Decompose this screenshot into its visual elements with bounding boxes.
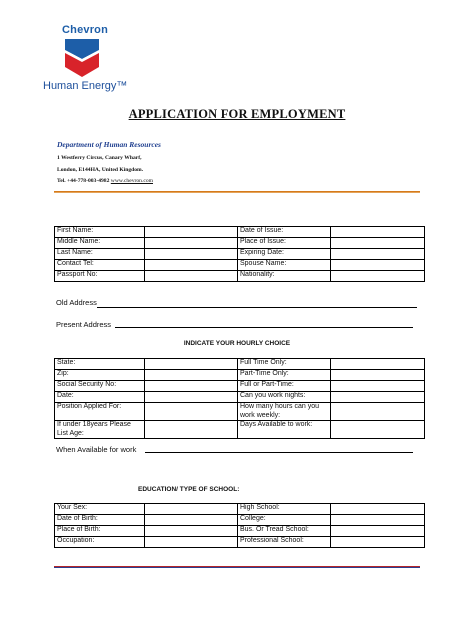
field-label: If under 18years Please List Age: [55, 421, 145, 439]
field-input-cell[interactable] [145, 537, 238, 548]
field-label: Full Time Only: [238, 359, 331, 370]
bottom-divider [54, 566, 420, 568]
contact-line [57, 178, 153, 184]
field-label: Position Applied For: [55, 403, 145, 421]
field-label: First Name: [55, 227, 145, 238]
field-input-cell[interactable] [331, 370, 425, 381]
education-table-row [55, 526, 425, 537]
old-address-label: Old Address [56, 298, 97, 307]
field-input-cell[interactable] [145, 381, 238, 392]
personal-table-row [55, 238, 425, 249]
website-link[interactable]: www.chevron.com [110, 178, 153, 184]
field-input-cell[interactable] [145, 238, 238, 249]
education-table-row [55, 537, 425, 548]
hourly-table-row [55, 392, 425, 403]
field-label: Occupation: [55, 537, 145, 548]
hourly-table-row [55, 421, 425, 439]
present-address-label: Present Address [56, 320, 112, 329]
field-label: Last Name: [55, 249, 145, 260]
chevron-emblem-icon [63, 37, 101, 79]
address-line-2: London, E144HA, United Kingdom. [57, 167, 144, 173]
hourly-table-body [55, 359, 425, 439]
field-label: Professional School: [238, 537, 331, 548]
field-label: Bus. Or Tread School: [238, 526, 331, 537]
field-label: Expiring Date: [238, 249, 331, 260]
department-name: Department of Human Resources [57, 140, 161, 149]
field-input-cell[interactable] [331, 537, 425, 548]
field-input-cell[interactable] [331, 526, 425, 537]
field-input-cell[interactable] [145, 227, 238, 238]
field-label: Place of Issue: [238, 238, 331, 249]
personal-details-table [54, 226, 425, 282]
field-input-cell[interactable] [331, 392, 425, 403]
hourly-table-row [55, 403, 425, 421]
field-label: Passport No: [55, 271, 145, 282]
hourly-table-row [55, 370, 425, 381]
field-input-cell[interactable] [145, 392, 238, 403]
education-heading: EDUCATION/ TYPE OF SCHOOL: [138, 486, 240, 493]
present-address-line[interactable] [115, 327, 413, 328]
field-input-cell[interactable] [331, 260, 425, 271]
field-label: Spouse Name: [238, 260, 331, 271]
field-input-cell[interactable] [145, 260, 238, 271]
field-label: Your Sex: [55, 504, 145, 515]
field-input-cell[interactable] [331, 359, 425, 370]
field-input-cell[interactable] [145, 403, 238, 421]
personal-table-row [55, 271, 425, 282]
field-input-cell[interactable] [331, 249, 425, 260]
personal-table-row [55, 227, 425, 238]
field-label: College: [238, 515, 331, 526]
field-input-cell[interactable] [331, 238, 425, 249]
hourly-choice-table [54, 358, 425, 439]
education-table-row [55, 504, 425, 515]
field-label: State: [55, 359, 145, 370]
education-table-row [55, 515, 425, 526]
personal-table-row [55, 249, 425, 260]
chevron-logo [43, 24, 128, 94]
hourly-table-row [55, 359, 425, 370]
education-table [54, 503, 425, 548]
field-label: Date: [55, 392, 145, 403]
field-input-cell[interactable] [331, 271, 425, 282]
field-label: Full or Part-Time: [238, 381, 331, 392]
field-input-cell[interactable] [331, 227, 425, 238]
field-input-cell[interactable] [145, 504, 238, 515]
field-label: Part-Time Only: [238, 370, 331, 381]
field-label: Nationality: [238, 271, 331, 282]
field-input-cell[interactable] [145, 526, 238, 537]
field-label: Days Available to work: [238, 421, 331, 439]
field-input-cell[interactable] [145, 515, 238, 526]
field-label: Contact Tel: [55, 260, 145, 271]
field-input-cell[interactable] [145, 370, 238, 381]
hourly-choice-heading: INDICATE YOUR HOURLY CHOICE [183, 340, 291, 347]
when-available-line[interactable] [145, 452, 413, 453]
personal-table-row [55, 260, 425, 271]
field-input-cell[interactable] [331, 403, 425, 421]
field-input-cell[interactable] [331, 504, 425, 515]
field-label: Middle Name: [55, 238, 145, 249]
when-available-label: When Available for work [56, 445, 137, 454]
address-line-1: 1 Westferry Circus, Canary Wharf, [57, 155, 142, 161]
telephone: Tel. +44-778-003-4982 [57, 178, 110, 184]
field-input-cell[interactable] [331, 421, 425, 439]
field-input-cell[interactable] [145, 271, 238, 282]
personal-table-body [55, 227, 425, 282]
field-label: Can you work nights: [238, 392, 331, 403]
education-table-body [55, 504, 425, 548]
field-input-cell[interactable] [331, 381, 425, 392]
field-label: Date of Birth: [55, 515, 145, 526]
field-input-cell[interactable] [331, 515, 425, 526]
field-label: Social Security No: [55, 381, 145, 392]
logo-brand-text: Chevron [62, 24, 109, 36]
field-label: How many hours can you work weekly: [238, 403, 331, 421]
orange-divider [54, 191, 420, 193]
field-label: Place of Birth: [55, 526, 145, 537]
logo-tagline: Human Energy™ [43, 80, 128, 92]
hourly-table-row [55, 381, 425, 392]
field-label: Date of Issue: [238, 227, 331, 238]
page-title: APPLICATION FOR EMPLOYMENT [128, 107, 346, 121]
old-address-line[interactable] [97, 307, 417, 308]
field-label: Zip: [55, 370, 145, 381]
field-label: High School: [238, 504, 331, 515]
field-input-cell[interactable] [145, 359, 238, 370]
field-input-cell[interactable] [145, 249, 238, 260]
field-input-cell[interactable] [145, 421, 238, 439]
